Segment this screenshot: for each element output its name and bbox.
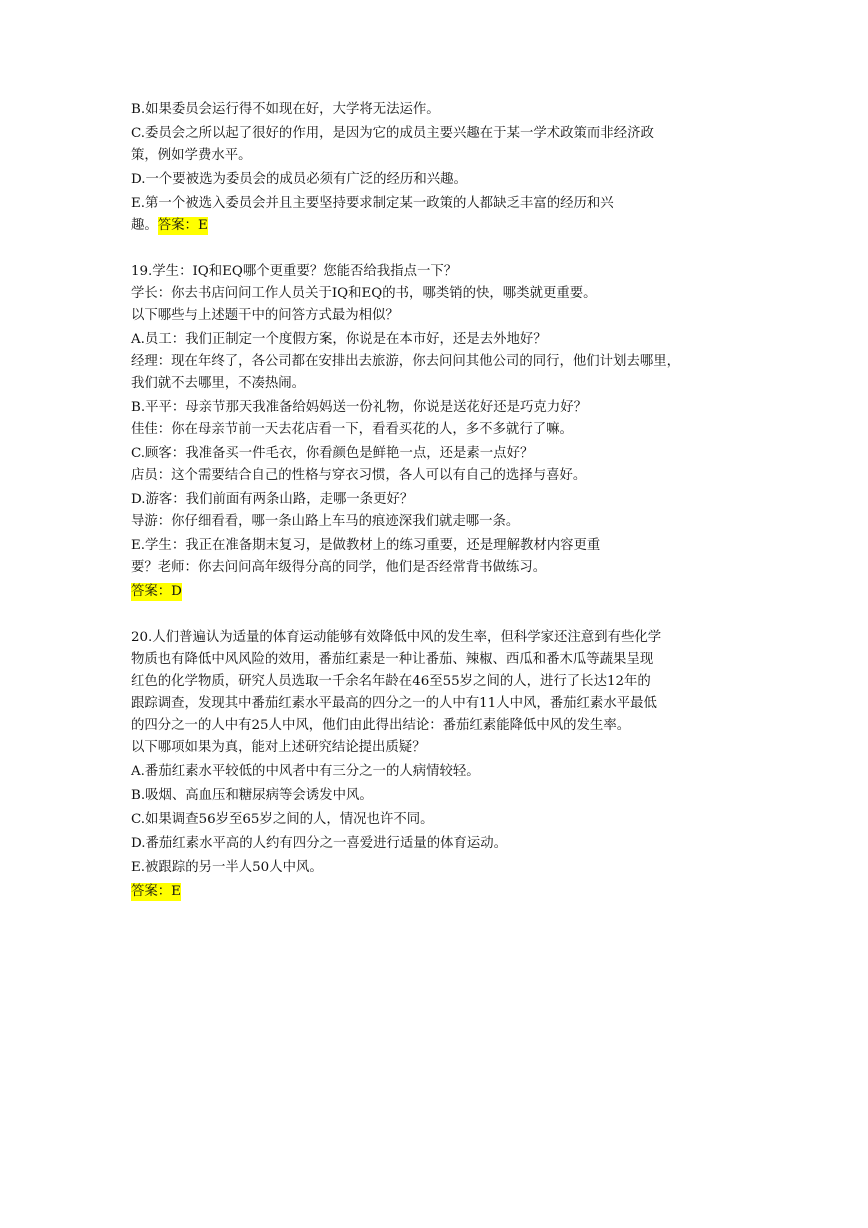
q20-stem-line2: 物质也有降低中风风险的效用，番茄红素是一种让番茄、辣椒、西瓜和番木瓜等蔬果呈现 bbox=[131, 652, 654, 667]
q19-option-b-line1: B.平平：母亲节那天我准备给妈妈送一份礼物，你说是送花好还是巧克力好？ bbox=[131, 400, 587, 415]
q19-option-c-line2: 店员：这个需要结合自己的性格与穿衣习惯，各人可以有自己的选择与喜好。 bbox=[131, 468, 587, 483]
q19-stem-student: 19.学生：IQ和EQ哪个更重要？您能否给我指点一下？ bbox=[131, 264, 458, 279]
q18-option-c-line2: 策，例如学费水平。 bbox=[131, 148, 252, 163]
q19-option-c-line1: C.顾客：我准备买一件毛衣，你看颜色是鲜艳一点，还是素一点好？ bbox=[131, 446, 534, 461]
q18-option-c-line1: C.委员会之所以起了很好的作用，是因为它的成员主要兴趣在于某一学术政策而非经济政 bbox=[131, 126, 654, 141]
q20-answer-line bbox=[131, 880, 741, 903]
q18-option-e-line1: E.第一个被选入委员会并且主要坚持要求制定某一政策的人都缺乏丰富的经历和兴 bbox=[131, 196, 614, 211]
q19-stem-senior: 学长：你去书店问问工作人员关于IQ和EQ的书，哪类销的快，哪类就更重要。 bbox=[131, 286, 597, 301]
q19-option-a-line2: 经理：现在年终了，各公司都在安排出去旅游，你去问问其他公司的同行，他们计划去哪里， bbox=[131, 354, 681, 369]
q20-option-a: A.番茄红素水平较低的中风者中有三分之一的人病情较轻。 bbox=[131, 764, 480, 779]
q20-answer: 答案：E bbox=[131, 884, 181, 899]
q19-option-a-line3: 我们就不去哪里，不凑热闹。 bbox=[131, 376, 306, 391]
q20-stem-line1: 20.人们普遍认为适量的体育运动能够有效降低中风的发生率，但科学家还注意到有些化学 bbox=[131, 630, 662, 645]
q19-option-d-line1: D.游客：我们前面有两条山路，走哪一条更好？ bbox=[131, 492, 414, 507]
q18-answer: 答案：E bbox=[157, 218, 208, 233]
document-page bbox=[131, 98, 741, 903]
q19-option-b-line2: 佳佳：你在母亲节前一天去花店看一下，看看买花的人，多不多就行了嘛。 bbox=[131, 422, 573, 437]
q18-option-e-line2-text: 趣。 bbox=[131, 218, 158, 233]
q20-stem-line5: 的四分之一的人中有25人中风，他们由此得出结论：番茄红素能降低中风的发生率。 bbox=[131, 718, 631, 733]
q19-option-e-line2: 要？老师：你去问问高年级得分高的同学，他们是否经常背书做练习。 bbox=[131, 560, 547, 575]
q19-option-d-line2: 导游：你仔细看看，哪一条山路上车马的痕迹深我们就走哪一条。 bbox=[131, 514, 520, 529]
q20-stem-line3: 红色的化学物质，研究人员选取一千余名年龄在46至55岁之间的人，进行了长达12年的 bbox=[131, 674, 651, 689]
q19-question: 以下哪些与上述题干中的问答方式最为相似？ bbox=[131, 308, 399, 323]
q20-option-c: C.如果调查56岁至65岁之间的人，情况也许不同。 bbox=[131, 812, 434, 827]
q20-option-e: E.被跟踪的另一半人50人中风。 bbox=[131, 860, 323, 875]
q18-option-d: D.一个要被选为委员会的成员必须有广泛的经历和兴趣。 bbox=[131, 172, 467, 187]
q19-option-a-line1: A.员工：我们正制定一个度假方案，你说是在本市好，还是去外地好？ bbox=[131, 332, 547, 347]
q18-option-b: B.如果委员会运行得不如现在好，大学将无法运作。 bbox=[131, 102, 440, 117]
q19-answer: 答案：D bbox=[131, 584, 182, 599]
q20-question: 以下哪项如果为真，能对上述研究结论提出质疑？ bbox=[131, 740, 426, 755]
q20-stem-line4: 跟踪调查，发现其中番茄红素水平最高的四分之一的人中有11人中风，番茄红素水平最低 bbox=[131, 696, 657, 711]
q20-option-d: D.番茄红素水平高的人约有四分之一喜爱进行适量的体育运动。 bbox=[131, 836, 508, 851]
q19-option-e-line1: E.学生：我正在准备期末复习，是做教材上的练习重要，还是理解教材内容更重 bbox=[131, 538, 601, 553]
q19-answer-line bbox=[131, 580, 741, 603]
q20-option-b: B.吸烟、高血压和糖尿病等会诱发中风。 bbox=[131, 788, 373, 803]
q18-option-e-line2 bbox=[131, 215, 741, 237]
